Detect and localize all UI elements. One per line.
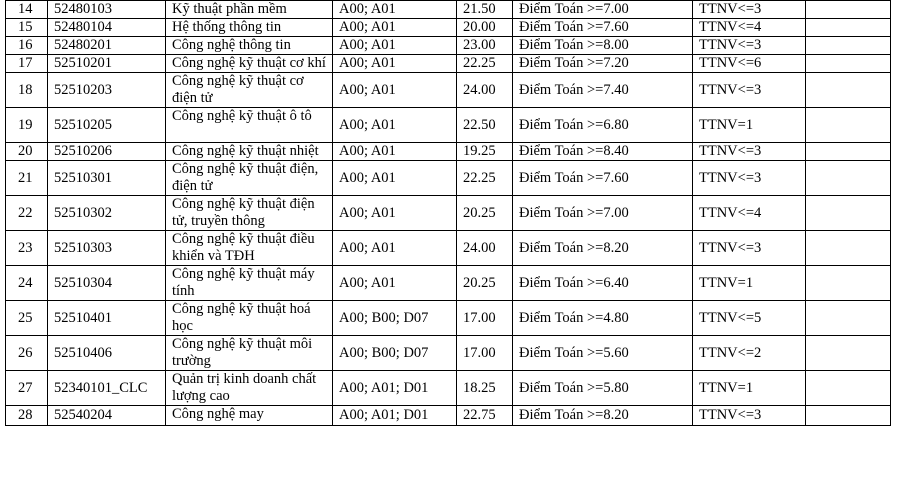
empty-cell [806,143,891,161]
empty-cell [806,73,891,108]
subject-combinations-cell: A00; A01; D01 [333,406,457,426]
major-name-cell: Công nghệ kỹ thuật môi trường [166,336,333,371]
admission-score-cell: 23.00 [457,37,513,55]
empty-cell [806,1,891,19]
row-number-cell: 18 [6,73,48,108]
major-code-cell: 52510206 [48,143,166,161]
empty-cell [806,301,891,336]
major-name-cell: Quản trị kinh doanh chất lượng cao [166,371,333,406]
subject-combinations-cell: A00; B00; D07 [333,301,457,336]
math-score-condition-cell: Điểm Toán >=7.60 [513,161,693,196]
table-row [6,301,891,336]
math-score-condition-cell: Điểm Toán >=5.80 [513,371,693,406]
subject-combinations-cell: A00; A01; D01 [333,371,457,406]
table-row [6,55,891,73]
major-code-cell: 52510203 [48,73,166,108]
admission-score-cell: 22.25 [457,161,513,196]
empty-cell [806,336,891,371]
subject-combinations-cell: A00; A01 [333,143,457,161]
empty-cell [806,371,891,406]
row-number-cell: 27 [6,371,48,406]
subject-combinations-cell: A00; A01 [333,108,457,143]
page-bottom-edge [0,488,900,492]
math-score-condition-cell: Điểm Toán >=8.40 [513,143,693,161]
wish-order-condition-cell: TTNV<=3 [693,1,806,19]
major-name-cell: Công nghệ kỹ thuật cơ khí [166,55,333,73]
admission-score-cell: 17.00 [457,301,513,336]
major-code-cell: 52510401 [48,301,166,336]
subject-combinations-cell: A00; A01 [333,161,457,196]
table-row [6,336,891,371]
row-number-cell: 15 [6,19,48,37]
major-name-cell: Công nghệ kỹ thuật điện, điện tử [166,161,333,196]
wish-order-condition-cell: TTNV<=6 [693,55,806,73]
math-score-condition-cell: Điểm Toán >=6.40 [513,266,693,301]
major-name-cell: Công nghệ kỹ thuật hoá học [166,301,333,336]
empty-cell [806,266,891,301]
admission-score-cell: 24.00 [457,231,513,266]
admission-table-container [5,0,891,426]
wish-order-condition-cell: TTNV<=3 [693,231,806,266]
row-number-cell: 14 [6,1,48,19]
math-score-condition-cell: Điểm Toán >=8.00 [513,37,693,55]
major-name-cell: Công nghệ kỹ thuật điều khiển và TĐH [166,231,333,266]
empty-cell [806,196,891,231]
math-score-condition-cell: Điểm Toán >=7.00 [513,196,693,231]
major-name-cell: Kỹ thuật phần mềm [166,1,333,19]
wish-order-condition-cell: TTNV<=3 [693,143,806,161]
admission-score-cell: 22.75 [457,406,513,426]
empty-cell [806,37,891,55]
major-code-cell: 52510303 [48,231,166,266]
subject-combinations-cell: A00; A01 [333,196,457,231]
empty-cell [806,108,891,143]
wish-order-condition-cell: TTNV<=3 [693,73,806,108]
row-number-cell: 28 [6,406,48,426]
math-score-condition-cell: Điểm Toán >=7.20 [513,55,693,73]
math-score-condition-cell: Điểm Toán >=7.60 [513,19,693,37]
subject-combinations-cell: A00; A01 [333,73,457,108]
empty-cell [806,161,891,196]
major-name-cell: Công nghệ kỹ thuật điện tử, truyền thông [166,196,333,231]
wish-order-condition-cell: TTNV=1 [693,108,806,143]
major-code-cell: 52510304 [48,266,166,301]
table-row [6,37,891,55]
math-score-condition-cell: Điểm Toán >=7.40 [513,73,693,108]
major-code-cell: 52510205 [48,108,166,143]
major-name-cell: Công nghệ thông tin [166,37,333,55]
wish-order-condition-cell: TTNV=1 [693,266,806,301]
empty-cell [806,55,891,73]
major-code-cell: 52510302 [48,196,166,231]
math-score-condition-cell: Điểm Toán >=7.00 [513,1,693,19]
empty-cell [806,231,891,266]
table-row [6,161,891,196]
major-name-cell: Công nghệ kỹ thuật máy tính [166,266,333,301]
math-score-condition-cell: Điểm Toán >=6.80 [513,108,693,143]
major-code-cell: 52340101_CLC [48,371,166,406]
subject-combinations-cell: A00; A01 [333,266,457,301]
wish-order-condition-cell: TTNV=1 [693,371,806,406]
subject-combinations-cell: A00; A01 [333,19,457,37]
major-name-cell: Công nghệ kỹ thuật nhiệt [166,143,333,161]
subject-combinations-cell: A00; A01 [333,55,457,73]
subject-combinations-cell: A00; A01 [333,1,457,19]
table-row [6,266,891,301]
empty-cell [806,406,891,426]
admission-score-cell: 22.25 [457,55,513,73]
wish-order-condition-cell: TTNV<=2 [693,336,806,371]
admission-score-cell: 22.50 [457,108,513,143]
row-number-cell: 17 [6,55,48,73]
math-score-condition-cell: Điểm Toán >=8.20 [513,231,693,266]
major-name-cell: Công nghệ kỹ thuật cơ điện tử [166,73,333,108]
row-number-cell: 20 [6,143,48,161]
major-code-cell: 52540204 [48,406,166,426]
wish-order-condition-cell: TTNV<=3 [693,406,806,426]
subject-combinations-cell: A00; B00; D07 [333,336,457,371]
admission-score-cell: 21.50 [457,1,513,19]
wish-order-condition-cell: TTNV<=3 [693,37,806,55]
subject-combinations-cell: A00; A01 [333,37,457,55]
major-name-cell: Công nghệ may [166,406,333,426]
table-row [6,1,891,19]
table-row [6,108,891,143]
admission-scores-table [5,0,891,426]
admission-score-cell: 18.25 [457,371,513,406]
admission-score-cell: 19.25 [457,143,513,161]
row-number-cell: 16 [6,37,48,55]
math-score-condition-cell: Điểm Toán >=8.20 [513,406,693,426]
row-number-cell: 24 [6,266,48,301]
major-code-cell: 52480103 [48,1,166,19]
row-number-cell: 25 [6,301,48,336]
row-number-cell: 23 [6,231,48,266]
row-number-cell: 26 [6,336,48,371]
row-number-cell: 22 [6,196,48,231]
table-row [6,231,891,266]
empty-cell [806,19,891,37]
math-score-condition-cell: Điểm Toán >=5.60 [513,336,693,371]
major-code-cell: 52510406 [48,336,166,371]
wish-order-condition-cell: TTNV<=4 [693,196,806,231]
admission-score-cell: 17.00 [457,336,513,371]
admission-score-cell: 20.25 [457,266,513,301]
wish-order-condition-cell: TTNV<=5 [693,301,806,336]
admission-score-cell: 20.00 [457,19,513,37]
subject-combinations-cell: A00; A01 [333,231,457,266]
major-code-cell: 52510201 [48,55,166,73]
math-score-condition-cell: Điểm Toán >=4.80 [513,301,693,336]
admission-score-cell: 24.00 [457,73,513,108]
major-name-cell: Công nghệ kỹ thuật ô tô [166,108,333,143]
row-number-cell: 19 [6,108,48,143]
row-number-cell: 21 [6,161,48,196]
table-row [6,406,891,426]
major-code-cell: 52510301 [48,161,166,196]
admission-score-cell: 20.25 [457,196,513,231]
table-row [6,196,891,231]
table-row [6,73,891,108]
table-row [6,143,891,161]
table-row [6,19,891,37]
table-body [6,1,891,426]
major-name-cell: Hệ thống thông tin [166,19,333,37]
major-code-cell: 52480201 [48,37,166,55]
table-row [6,371,891,406]
wish-order-condition-cell: TTNV<=4 [693,19,806,37]
major-code-cell: 52480104 [48,19,166,37]
wish-order-condition-cell: TTNV<=3 [693,161,806,196]
